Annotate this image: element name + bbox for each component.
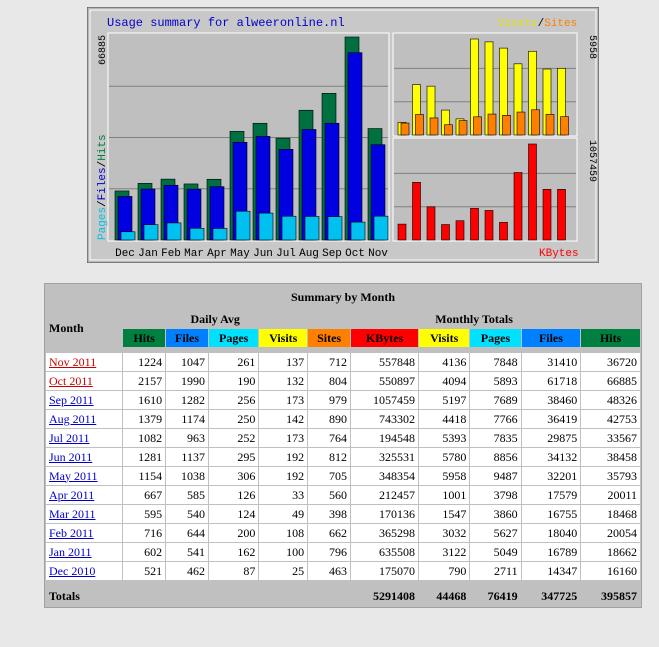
- cell-sites: 463: [308, 562, 350, 580]
- cell-m-files: 34132: [522, 448, 581, 466]
- cell-kbytes: 557848: [351, 353, 418, 371]
- month-link[interactable]: Dec 2010: [49, 563, 96, 578]
- cell-m-visits: 3122: [419, 543, 469, 561]
- cell-m-visits: 1001: [419, 486, 469, 504]
- legend-kbytes: KBytes: [539, 248, 579, 260]
- month-cell: [46, 505, 122, 523]
- cell-files: 462: [166, 562, 208, 580]
- cell-sites: 764: [308, 429, 350, 447]
- month-link[interactable]: Feb 2011: [49, 525, 94, 540]
- cell-m-visits: 5958: [419, 467, 469, 485]
- left-axis-max: 66885: [98, 34, 109, 65]
- cell-visits: 49: [259, 505, 307, 523]
- legend-sep-2: /: [97, 160, 109, 168]
- table-row: [46, 524, 640, 542]
- kbytes-bar: [427, 207, 435, 240]
- month-cell: [46, 486, 122, 504]
- cell-m-hits: 35793: [581, 467, 640, 485]
- month-tick-label: Dec: [115, 248, 135, 260]
- cell-visits: 25: [259, 562, 307, 580]
- cell-kbytes: 212457: [351, 486, 418, 504]
- cell-visits: 33: [259, 486, 307, 504]
- kbytes-bar: [558, 189, 566, 240]
- table-row: [46, 448, 640, 466]
- col-m-pages: Pages: [470, 329, 520, 347]
- month-tick-label: Jun: [253, 248, 273, 260]
- cell-pages: 261: [209, 353, 258, 371]
- pages-bar: [121, 232, 135, 240]
- cell-m-visits: 1547: [419, 505, 469, 523]
- table-row: [46, 372, 640, 390]
- cell-m-files: 31410: [522, 353, 581, 371]
- cell-kbytes: 1057459: [351, 391, 418, 409]
- cell-m-pages: 7835: [470, 429, 520, 447]
- month-header: Month: [46, 310, 122, 347]
- totals-hits: 395857: [581, 586, 640, 606]
- legend-visits-sep: /: [537, 18, 545, 30]
- cell-m-files: 32201: [522, 467, 581, 485]
- cell-kbytes: 325531: [351, 448, 418, 466]
- month-link[interactable]: Oct 2011: [49, 373, 93, 388]
- kbytes-bar: [485, 210, 493, 240]
- cell-visits: 192: [259, 467, 307, 485]
- monthly-totals-header: Monthly Totals: [308, 310, 640, 328]
- cell-m-visits: 4418: [419, 410, 469, 428]
- cell-m-visits: 5197: [419, 391, 469, 409]
- cell-m-hits: 18662: [581, 543, 640, 561]
- cell-hits: 602: [123, 543, 165, 561]
- cell-m-hits: 42753: [581, 410, 640, 428]
- cell-files: 1038: [166, 467, 208, 485]
- pages-bar: [374, 216, 388, 240]
- cell-pages: 162: [209, 543, 258, 561]
- cell-kbytes: 170136: [351, 505, 418, 523]
- cell-m-pages: 8856: [470, 448, 520, 466]
- sites-bar: [445, 125, 453, 135]
- cell-visits: 108: [259, 524, 307, 542]
- cell-m-files: 29875: [522, 429, 581, 447]
- cell-files: 541: [166, 543, 208, 561]
- month-link[interactable]: Apr 2011: [49, 487, 95, 502]
- cell-pages: 256: [209, 391, 258, 409]
- table-row: [46, 353, 640, 371]
- cell-sites: 804: [308, 372, 350, 390]
- month-link[interactable]: Jun 2011: [49, 449, 93, 464]
- table-row: [46, 429, 640, 447]
- left-legend: [97, 134, 109, 240]
- month-tick-label: Sep: [322, 248, 342, 260]
- cell-hits: 1379: [123, 410, 165, 428]
- pages-bar: [167, 223, 181, 240]
- cell-hits: 716: [123, 524, 165, 542]
- legend-visits: Visits: [498, 18, 538, 30]
- cell-m-visits: 5780: [419, 448, 469, 466]
- cell-hits: 521: [123, 562, 165, 580]
- kbytes-bar: [514, 173, 522, 240]
- cell-m-files: 61718: [522, 372, 581, 390]
- cell-pages: 252: [209, 429, 258, 447]
- cell-m-hits: 20011: [581, 486, 640, 504]
- month-cell: [46, 543, 122, 561]
- cell-kbytes: 743302: [351, 410, 418, 428]
- month-cell: [46, 448, 122, 466]
- table-row: [46, 410, 640, 428]
- summary-table-wrap: [44, 283, 642, 608]
- cell-m-hits: 18468: [581, 505, 640, 523]
- cell-kbytes: 194548: [351, 429, 418, 447]
- cell-hits: 1154: [123, 467, 165, 485]
- pages-bar: [190, 228, 204, 240]
- col-sites: Sites: [308, 329, 350, 347]
- cell-pages: 295: [209, 448, 258, 466]
- cell-files: 644: [166, 524, 208, 542]
- kbytes-bar: [543, 189, 551, 240]
- month-tick-label: Oct: [345, 248, 365, 260]
- cell-m-pages: 7689: [470, 391, 520, 409]
- table-body: [46, 353, 640, 580]
- kbytes-bar: [398, 224, 406, 240]
- files-bar: [348, 53, 362, 240]
- cell-sites: 662: [308, 524, 350, 542]
- cell-visits: 192: [259, 448, 307, 466]
- col-kbytes: KBytes: [351, 329, 418, 347]
- sites-bar: [488, 114, 496, 135]
- month-link[interactable]: May 2011: [49, 468, 98, 483]
- totals-kbytes: 5291408: [351, 586, 418, 606]
- cell-kbytes: 348354: [351, 467, 418, 485]
- usage-graph: [87, 7, 599, 263]
- cell-m-hits: 38458: [581, 448, 640, 466]
- cell-hits: 1610: [123, 391, 165, 409]
- table-row: [46, 391, 640, 409]
- cell-m-pages: 5893: [470, 372, 520, 390]
- cell-visits: 142: [259, 410, 307, 428]
- pages-bar: [236, 211, 250, 240]
- month-tick-label: Nov: [368, 248, 388, 260]
- table-row: [46, 467, 640, 485]
- sites-bar: [430, 118, 438, 135]
- cell-m-pages: 3798: [470, 486, 520, 504]
- cell-m-pages: 2711: [470, 562, 520, 580]
- cell-sites: 890: [308, 410, 350, 428]
- kbytes-bar: [442, 225, 450, 240]
- cell-m-files: 38460: [522, 391, 581, 409]
- cell-sites: 979: [308, 391, 350, 409]
- month-tick-label: Jan: [138, 248, 158, 260]
- cell-hits: 1082: [123, 429, 165, 447]
- cell-m-files: 17579: [522, 486, 581, 504]
- col-m-files: Files: [522, 329, 581, 347]
- cell-m-pages: 9487: [470, 467, 520, 485]
- month-cell: [46, 562, 122, 580]
- graph-title: Usage summary for alweeronline.nl: [107, 16, 345, 30]
- totals-row: [46, 586, 640, 606]
- cell-m-hits: 48326: [581, 391, 640, 409]
- kbytes-bar: [529, 144, 537, 240]
- right-top-axis: 5958: [586, 35, 597, 60]
- sites-bar: [561, 117, 569, 135]
- col-files: Files: [166, 329, 208, 347]
- pages-bar: [213, 228, 227, 240]
- pages-bar: [259, 213, 273, 240]
- table-row: [46, 505, 640, 523]
- cell-m-pages: 7848: [470, 353, 520, 371]
- cell-files: 585: [166, 486, 208, 504]
- col-m-visits: Visits: [419, 329, 469, 347]
- cell-pages: 190: [209, 372, 258, 390]
- col-m-hits: Hits: [581, 329, 640, 347]
- cell-visits: 100: [259, 543, 307, 561]
- month-cell: [46, 429, 122, 447]
- cell-visits: 137: [259, 353, 307, 371]
- cell-sites: 796: [308, 543, 350, 561]
- cell-sites: 560: [308, 486, 350, 504]
- legend-pages: Pages: [97, 206, 109, 240]
- sites-bar: [546, 114, 554, 135]
- cell-m-files: 16755: [522, 505, 581, 523]
- cell-m-hits: 36720: [581, 353, 640, 371]
- month-cell: [46, 391, 122, 409]
- pages-bar: [282, 216, 296, 240]
- cell-kbytes: 365298: [351, 524, 418, 542]
- legend-sites: Sites: [544, 18, 578, 30]
- month-cell: [46, 372, 122, 390]
- sites-bar: [474, 117, 482, 135]
- legend-files: Files: [97, 167, 109, 201]
- cell-m-hits: 16160: [581, 562, 640, 580]
- cell-files: 1174: [166, 410, 208, 428]
- col-hits: Hits: [123, 329, 165, 347]
- cell-pages: 306: [209, 467, 258, 485]
- month-tick-label: Feb: [161, 248, 181, 260]
- totals-visits: 44468: [419, 586, 469, 606]
- pages-bar: [351, 222, 365, 240]
- cell-kbytes: 175070: [351, 562, 418, 580]
- cell-sites: 712: [308, 353, 350, 371]
- cell-sites: 398: [308, 505, 350, 523]
- cell-files: 540: [166, 505, 208, 523]
- month-link[interactable]: Aug 2011: [49, 411, 97, 426]
- cell-visits: 132: [259, 372, 307, 390]
- sites-bar: [532, 110, 540, 135]
- kbytes-bar: [471, 208, 479, 240]
- kbytes-bar: [413, 182, 421, 240]
- month-tick-label: Apr: [207, 248, 227, 260]
- cell-files: 1047: [166, 353, 208, 371]
- cell-hits: 1224: [123, 353, 165, 371]
- month-cell: [46, 524, 122, 542]
- cell-m-files: 16789: [522, 543, 581, 561]
- cell-hits: 595: [123, 505, 165, 523]
- month-tick-label: Mar: [184, 248, 204, 260]
- pages-bar: [328, 217, 342, 240]
- totals-files: 347725: [522, 586, 581, 606]
- cell-m-hits: 20054: [581, 524, 640, 542]
- cell-m-hits: 66885: [581, 372, 640, 390]
- right-bottom-axis: 1057459: [586, 140, 597, 183]
- sites-bar: [401, 123, 409, 135]
- daily-avg-header: Daily Avg: [123, 310, 307, 328]
- cell-visits: 173: [259, 429, 307, 447]
- sites-bar: [503, 115, 511, 135]
- cell-files: 1990: [166, 372, 208, 390]
- legend-hits: Hits: [97, 134, 109, 161]
- table-title: Summary by Month: [46, 285, 640, 309]
- sites-bar: [459, 121, 467, 135]
- kbytes-bar: [456, 221, 464, 240]
- pages-bar: [305, 216, 319, 240]
- cell-pages: 87: [209, 562, 258, 580]
- cell-m-pages: 3860: [470, 505, 520, 523]
- summary-table: [44, 283, 642, 608]
- month-tick-label: Aug: [299, 248, 319, 260]
- legend-sep-1: /: [97, 200, 109, 207]
- cell-pages: 124: [209, 505, 258, 523]
- cell-m-pages: 7766: [470, 410, 520, 428]
- month-cell: [46, 353, 122, 371]
- kbytes-bar: [500, 222, 508, 240]
- cell-m-files: 36419: [522, 410, 581, 428]
- totals-label: Totals: [46, 586, 122, 606]
- sites-bar: [517, 112, 525, 135]
- cell-pages: 250: [209, 410, 258, 428]
- cell-sites: 812: [308, 448, 350, 466]
- cell-hits: 2157: [123, 372, 165, 390]
- cell-kbytes: 550897: [351, 372, 418, 390]
- cell-pages: 126: [209, 486, 258, 504]
- cell-m-visits: 5393: [419, 429, 469, 447]
- table-row: [46, 543, 640, 561]
- cell-hits: 1281: [123, 448, 165, 466]
- cell-m-visits: 4094: [419, 372, 469, 390]
- totals-pages: 76419: [470, 586, 520, 606]
- sites-bar: [416, 114, 424, 135]
- month-tick-label: May: [230, 248, 250, 260]
- month-link[interactable]: Nov 2011: [49, 354, 97, 369]
- col-visits: Visits: [259, 329, 307, 347]
- legend-visits-sites: [498, 18, 577, 30]
- cell-m-pages: 5627: [470, 524, 520, 542]
- month-link[interactable]: Jul 2011: [49, 430, 90, 445]
- cell-m-pages: 5049: [470, 543, 520, 561]
- table-row: [46, 486, 640, 504]
- cell-files: 1282: [166, 391, 208, 409]
- cell-hits: 667: [123, 486, 165, 504]
- col-pages: Pages: [209, 329, 258, 347]
- cell-m-files: 14347: [522, 562, 581, 580]
- table-row: [46, 562, 640, 580]
- month-link[interactable]: Sep 2011: [49, 392, 94, 407]
- pages-bar: [144, 225, 158, 240]
- cell-m-visits: 4136: [419, 353, 469, 371]
- cell-m-visits: 3032: [419, 524, 469, 542]
- cell-m-files: 18040: [522, 524, 581, 542]
- cell-sites: 705: [308, 467, 350, 485]
- month-cell: [46, 467, 122, 485]
- month-link[interactable]: Mar 2011: [49, 506, 96, 521]
- cell-files: 963: [166, 429, 208, 447]
- cell-kbytes: 635508: [351, 543, 418, 561]
- cell-visits: 173: [259, 391, 307, 409]
- month-tick-label: Jul: [276, 248, 296, 260]
- cell-m-hits: 33567: [581, 429, 640, 447]
- cell-pages: 200: [209, 524, 258, 542]
- cell-files: 1137: [166, 448, 208, 466]
- month-cell: [46, 410, 122, 428]
- month-link[interactable]: Jan 2011: [49, 544, 92, 559]
- cell-m-visits: 790: [419, 562, 469, 580]
